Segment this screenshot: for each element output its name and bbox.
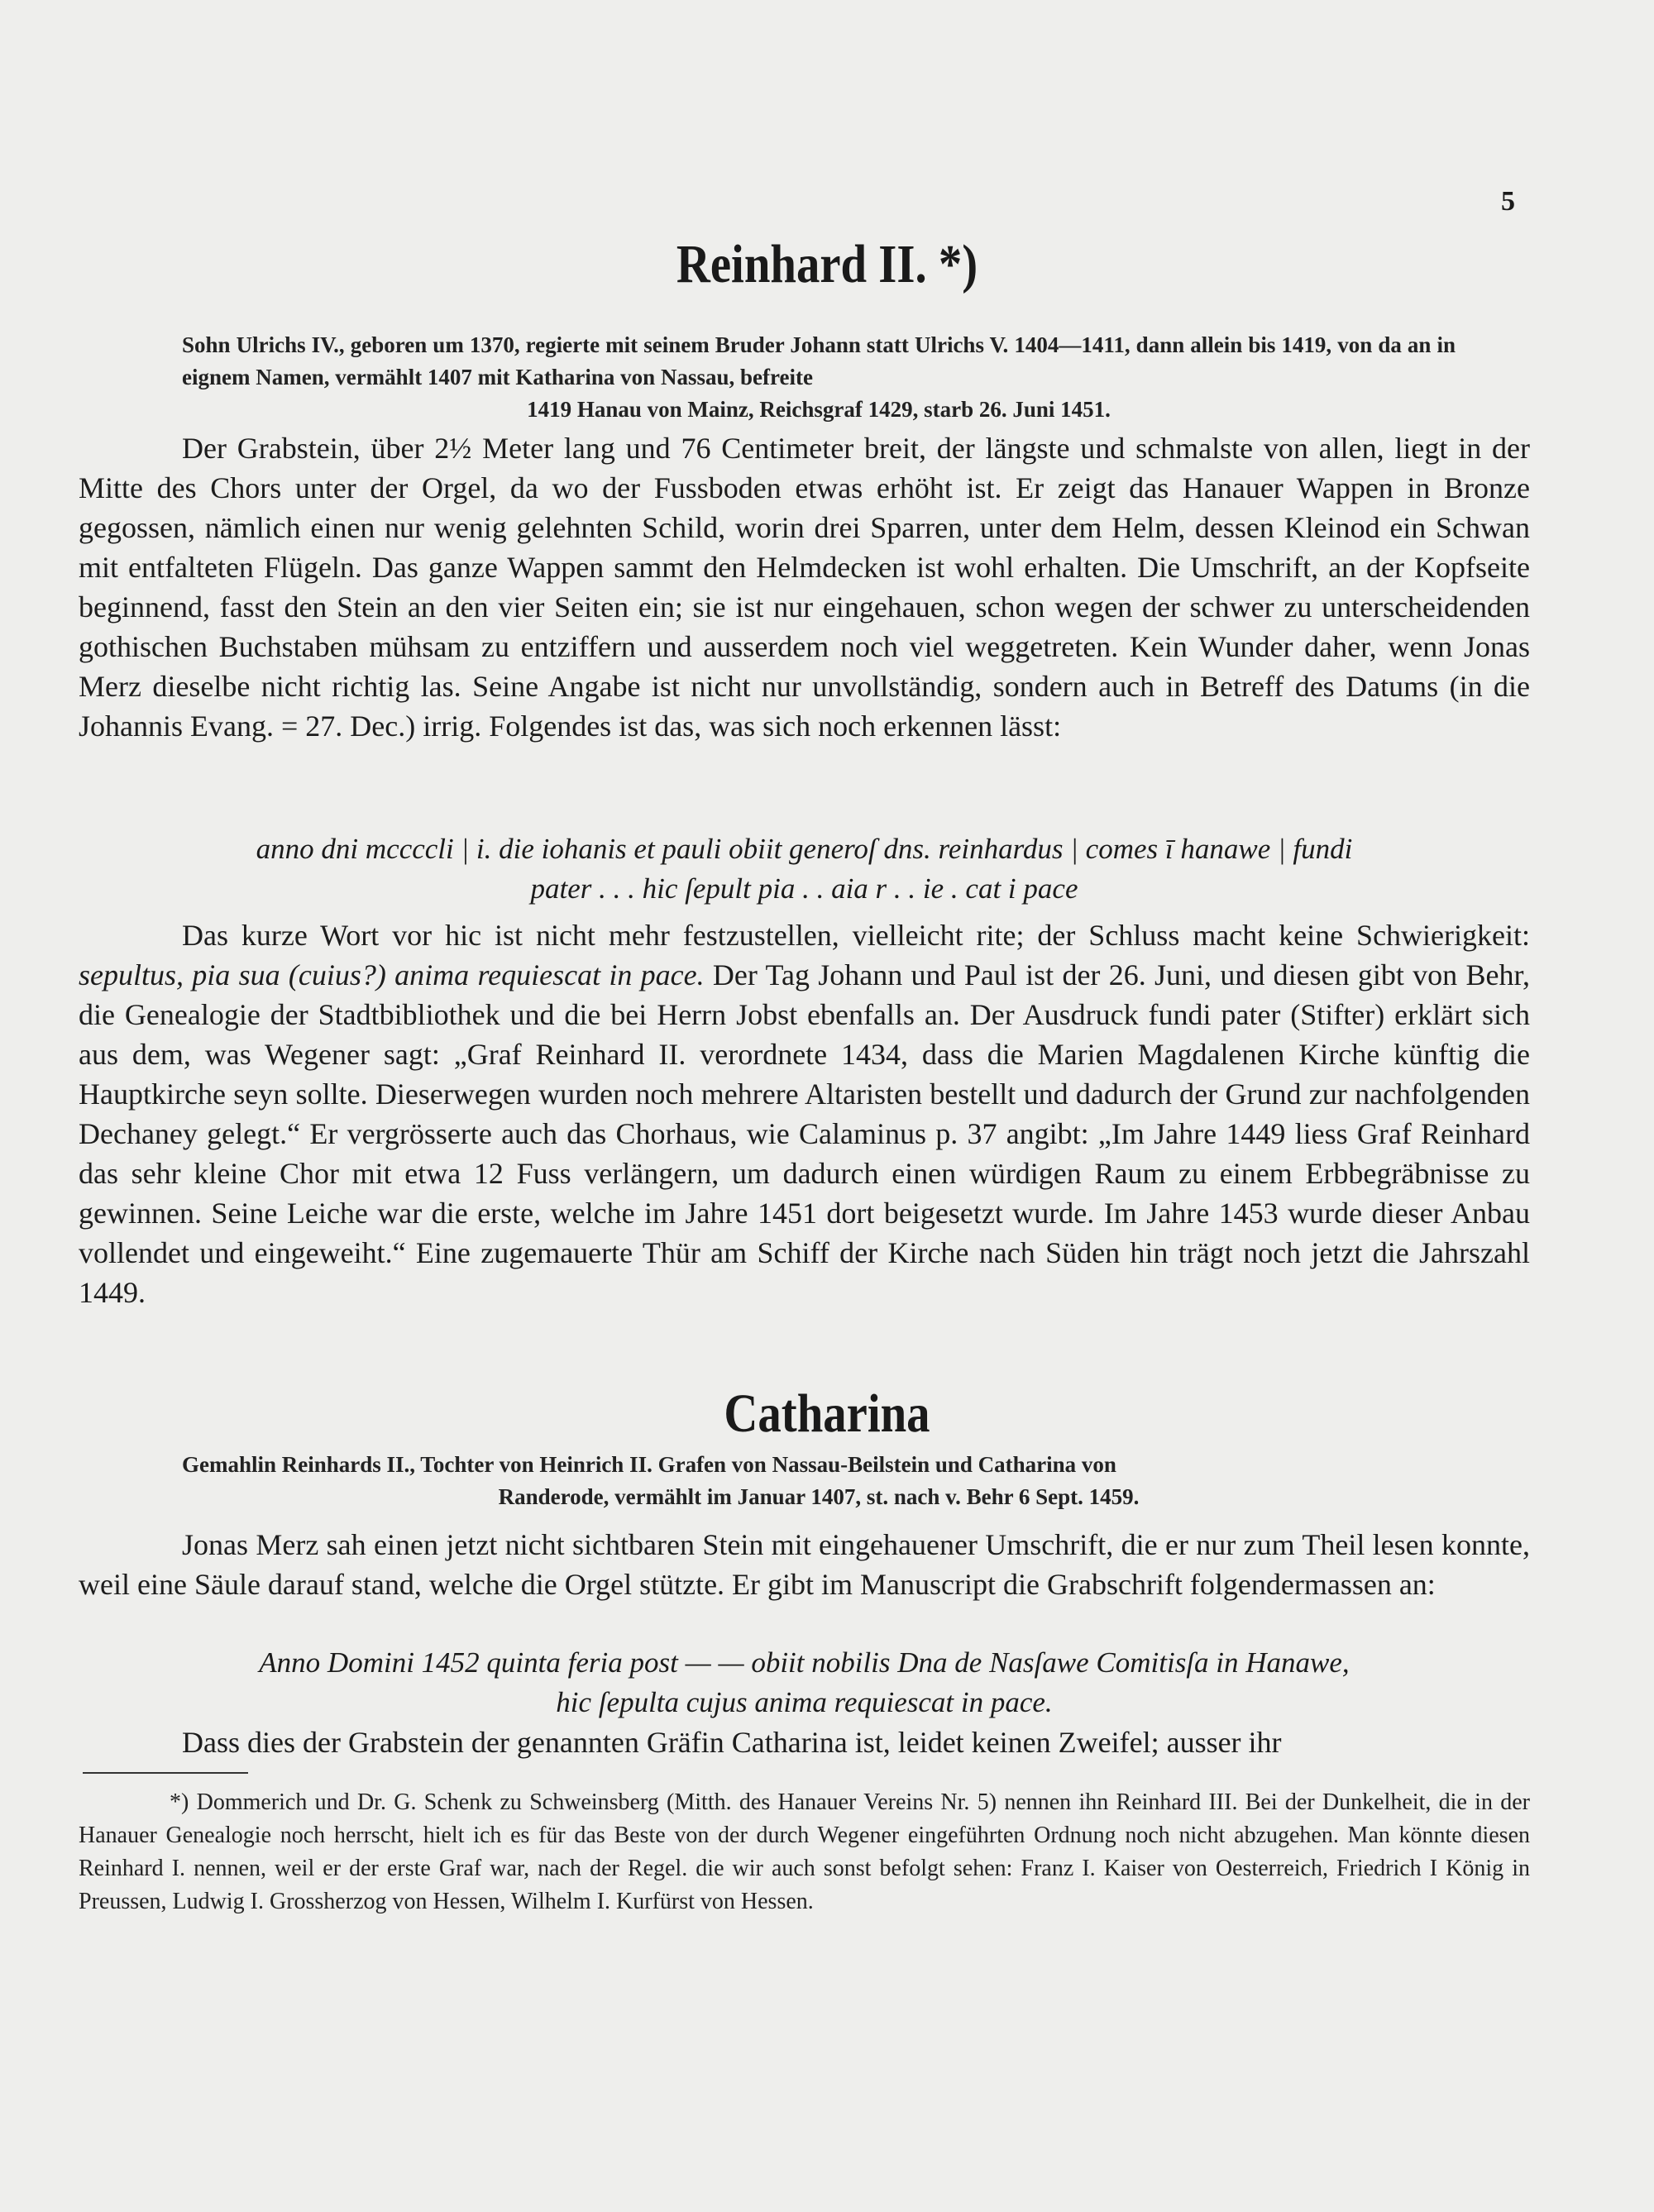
paragraph: Jonas Merz sah einen jetzt nicht sichtbaren Stein mit eingehauener Umschrift, die er nur zum Theil lesen konnte, weil eine Säule darauf stand, welche die Orgel stützte. Er gibt im Manuscript die Grabschrift folgendermassen an: — [79, 1528, 1530, 1601]
body-paragraph-3 — [79, 1525, 1530, 1604]
page-number: 5 — [1501, 186, 1515, 217]
grabschrift-quote — [79, 1643, 1530, 1722]
section-subtitle-reinhard — [182, 329, 1456, 426]
paragraph: Der Grabstein, über 2½ Meter lang und 76 Centimeter breit, der längste und schmalste von allen, liegt in der Mitte des Chors unter der Orgel, da wo der Fussboden etwas erhöht ist. Er zeigt das Hanauer Wappen in Bronze gegossen, nämlich einen nur wenig gelehnten Schild, worin drei Sparren, unter dem Helm, dessen Kleinod ein Schwan mit entfalteten Flügeln. Das ganze Wappen sammt den Helmdecken ist wohl erhalten. Die Umschrift, an der Kopfseite beginnend, fasst den Stein an den vier Seiten ein; sie ist nur eingehauen, schon wegen der schwer zu unterscheidenden gothischen Buchstaben mühsam zu entziffern und ausserdem noch viel weggetreten. Kein Wunder daher, wenn Jonas Merz dieselbe nicht richtig las. Seine Angabe ist nicht nur unvollständig, sondern auch in Betreff des Datums (in die Johannis Evang. = 27. Dec.) irrig. Folgendes ist das, was sich noch erkennen lässt: — [79, 432, 1530, 743]
quote-line: Anno Domini 1452 quinta feria post — — obiit nobilis Dna de Nasſawe Comitisſa in Hanawe, — [259, 1646, 1350, 1679]
subtitle-text: Sohn Ulrichs IV., geboren um 1370, regierte mit seinem Bruder Johann statt Ulrichs V. 1404—1411, dann allein bis 1419, von da an in eignem Namen, vermählt 1407 mit Katharina von Nassau, befreite — [182, 332, 1456, 389]
subtitle-last-line: Randerode, vermählt im Januar 1407, st. nach v. Behr 6 Sept. 1459. — [498, 1484, 1140, 1509]
paragraph — [79, 915, 1530, 1312]
inscription-line: anno dni mcccclі | i. die iohanis et pauli obiit generoſ dns. reinhardus | comes ī hanawe | fundi — [256, 833, 1353, 865]
footnote — [79, 1786, 1530, 1918]
footnote-text: *) Dommerich und Dr. G. Schenk zu Schweinsberg (Mitth. des Hanauer Vereins Nr. 5) nennen ihn Reinhard III. Bei der Dunkelheit, die in der Hanauer Genealogie noch herrscht, hielt ich es für das Beste von der durch Wegener eingeführten Ordnung noch nicht abzugehen. Man könnte diesen Reinhard I. nennen, weil er der erste Graf war, nach der Regel. die wir auch sonst befolgt sehen: Franz I. Kaiser von Oesterreich, Friedrich I König in Preussen, Ludwig I. Grossherzog von Hessen, Wilhelm I. Kurfürst von Hessen. — [79, 1789, 1530, 1914]
subtitle-text: Gemahlin Reinhards II., Tochter von Heinrich II. Grafen von Nassau-Beilstein und Catharina von — [182, 1452, 1116, 1477]
paragraph-text: Das kurze Wort vor hic ist nicht mehr festzustellen, vielleicht rite; der Schluss macht keine Schwierigkeit: — [182, 919, 1530, 952]
section-title-catharina: Catharina — [724, 1383, 930, 1444]
section-title-reinhard: Reinhard II. *) — [676, 234, 978, 294]
body-paragraph-1 — [79, 428, 1530, 746]
body-paragraph-2 — [79, 915, 1530, 1312]
subtitle-last-line: 1419 Hanau von Mainz, Reichsgraf 1429, starb 26. Juni 1451. — [527, 397, 1111, 422]
body-paragraph-4 — [79, 1722, 1530, 1762]
footnote-divider — [83, 1772, 248, 1774]
paragraph: Dass dies der Grabstein der genannten Gräfin Catharina ist, leidet keinen Zweifel; ausser ihr — [182, 1726, 1282, 1759]
inscription-line: pater . . . hic ſepult pia . . aia r . . ie . cat i pace — [530, 872, 1078, 905]
quote-line: hic ſepulta cujus anima requiescat in pace. — [556, 1686, 1053, 1718]
paragraph-italic: sepultus, pia sua (cuius?) anima requiescat in pace. — [79, 958, 705, 991]
paragraph-text: Der Tag Johann und Paul ist der 26. Juni, und diesen gibt von Behr, die Genealogie der Stadtbibliothek und die bei Herrn Jobst ebenfalls an. Der Ausdruck fundi pater (Stifter) erklärt sich aus dem, was Wegener sagt: „Graf Reinhard II. verordnete 1434, dass die Marien Magdalenen Kirche künftig die Hauptkirche seyn sollte. Dieserwegen wurden noch mehrere Altaristen bestellt und dadurch der Grund zur nachfolgenden Dechaney gelegt.“ Er vergrösserte auch das Chorhaus, wie Calaminus p. 37 angibt: „Im Jahre 1449 liess Graf Reinhard das sehr kleine Chor mit etwa 12 Fuss verlängern, um dadurch einen würdigen Raum zu einem Erbbegräbnisse zu gewinnen. Seine Leiche war die erste, welche im Jahre 1451 dort beigesetzt wurde. Im Jahre 1453 wurde dieser Anbau vollendet und eingeweiht.“ Eine zugemauerte Thür am Schiff der Kirche nach Süden hin trägt noch jetzt die Jahrszahl 1449. — [79, 958, 1531, 1309]
inscription-quote — [79, 829, 1530, 909]
section-subtitle-catharina — [182, 1449, 1456, 1513]
